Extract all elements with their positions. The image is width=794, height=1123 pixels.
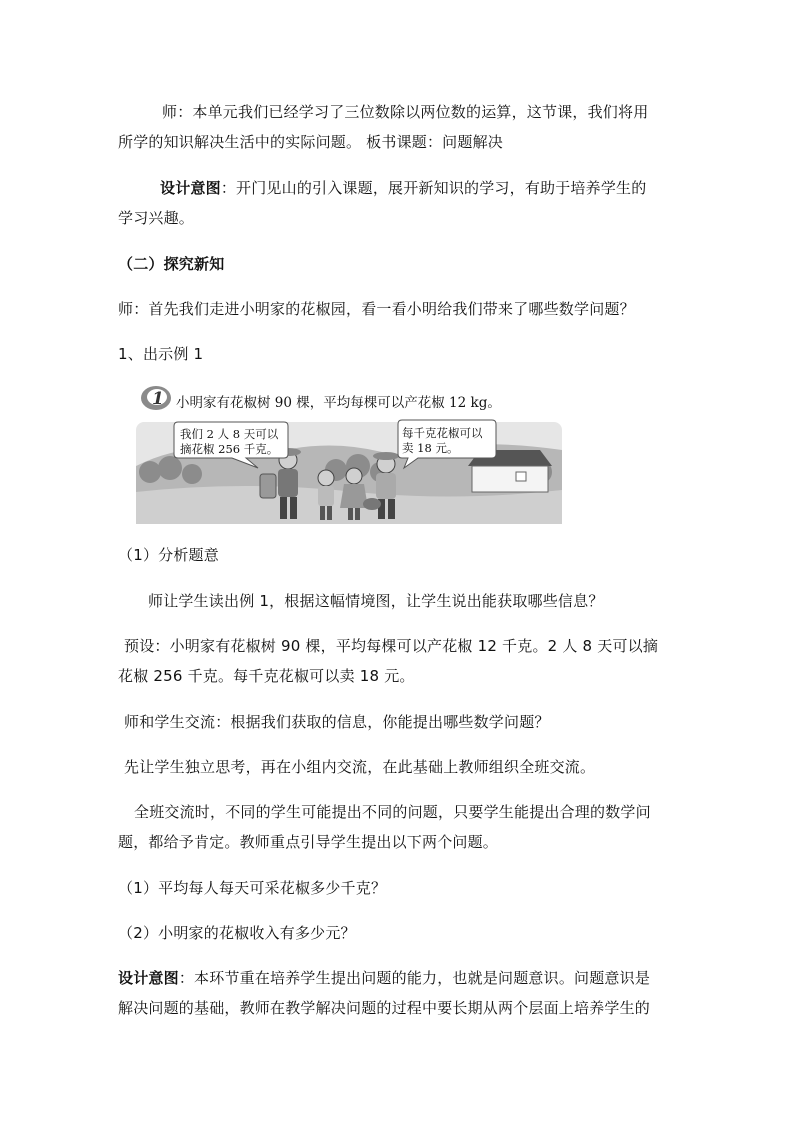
design-intent-2-line2: 解决问题的基础，教师在教学解决问题的过程中要长期从两个层面上培养学生的 xyxy=(118,999,651,1017)
bubble-right-line2: 卖 18 元。 xyxy=(402,441,459,455)
section-heading: （二）探究新知 xyxy=(118,255,225,273)
bubble-left-line1: 我们 2 人 8 天可以 xyxy=(180,427,279,441)
paragraph-exchange: 师和学生交流：根据我们获取的信息，你能提出哪些数学问题？ xyxy=(124,713,550,731)
design-intent-1-line1 xyxy=(160,178,646,198)
paragraph-class-exchange-line2: 题，都给予肯定。教师重点引导学生提出以下两个问题。 xyxy=(118,833,499,851)
design-intent-label: 设计意图 xyxy=(160,179,221,197)
example-illustration xyxy=(136,380,562,526)
example-badge-icon xyxy=(141,386,171,410)
paragraph-preset-line1: 预设：小明家有花椒树 90 棵，平均每棵可以产花椒 12 千克。2 人 8 天可以摘 xyxy=(124,637,659,655)
paragraph-read-example: 师让学生读出例 1，根据这幅情境图，让学生说出能获取哪些信息？ xyxy=(148,592,604,610)
design-intent-label: 设计意图 xyxy=(118,969,179,987)
example-label: 1、出示例 1 xyxy=(118,345,204,363)
paragraph-intro-orchard: 师：首先我们走进小明家的花椒园，看一看小明给我们带来了哪些数学问题？ xyxy=(118,300,635,318)
paragraph-intro-line2: 所学的知识解决生活中的实际问题。 板书课题：问题解决 xyxy=(118,133,503,151)
paragraph-think-first: 先让学生独立思考，再在小组内交流，在此基础上教师组织全班交流。 xyxy=(124,758,596,776)
question-1: （1）平均每人每天可采花椒多少千克？ xyxy=(118,879,387,897)
paragraph-class-exchange-line1: 全班交流时，不同的学生可能提出不同的问题，只要学生能提出合理的数学问 xyxy=(134,803,651,821)
bubble-left-line2: 摘花椒 256 千克。 xyxy=(180,442,279,456)
design-intent-text: ：开门见山的引入课题，展开新知识的学习，有助于培养学生的 xyxy=(220,179,647,197)
design-intent-2-line1 xyxy=(118,968,650,988)
design-intent-text: ：本环节重在培养学生提出问题的能力，也就是问题意识。问题意识是 xyxy=(178,969,651,987)
badge-number: 1 xyxy=(152,389,164,409)
subsection-analyze: （1）分析题意 xyxy=(118,546,219,564)
paragraph-preset-line2: 花椒 256 千克。每千克花椒可以卖 18 元。 xyxy=(118,667,415,685)
illustration-caption: 小明家有花椒树 90 棵，平均每棵可以产花椒 12 kg。 xyxy=(176,395,501,411)
paragraph-intro-line1: 师：本单元我们已经学习了三位数除以两位数的运算，这节课，我们将用 xyxy=(162,103,649,121)
question-2: （2）小明家的花椒收入有多少元？ xyxy=(118,924,356,942)
design-intent-1-line2: 学习兴趣。 xyxy=(118,209,195,227)
bubble-right-line1: 每千克花椒可以 xyxy=(402,426,483,440)
